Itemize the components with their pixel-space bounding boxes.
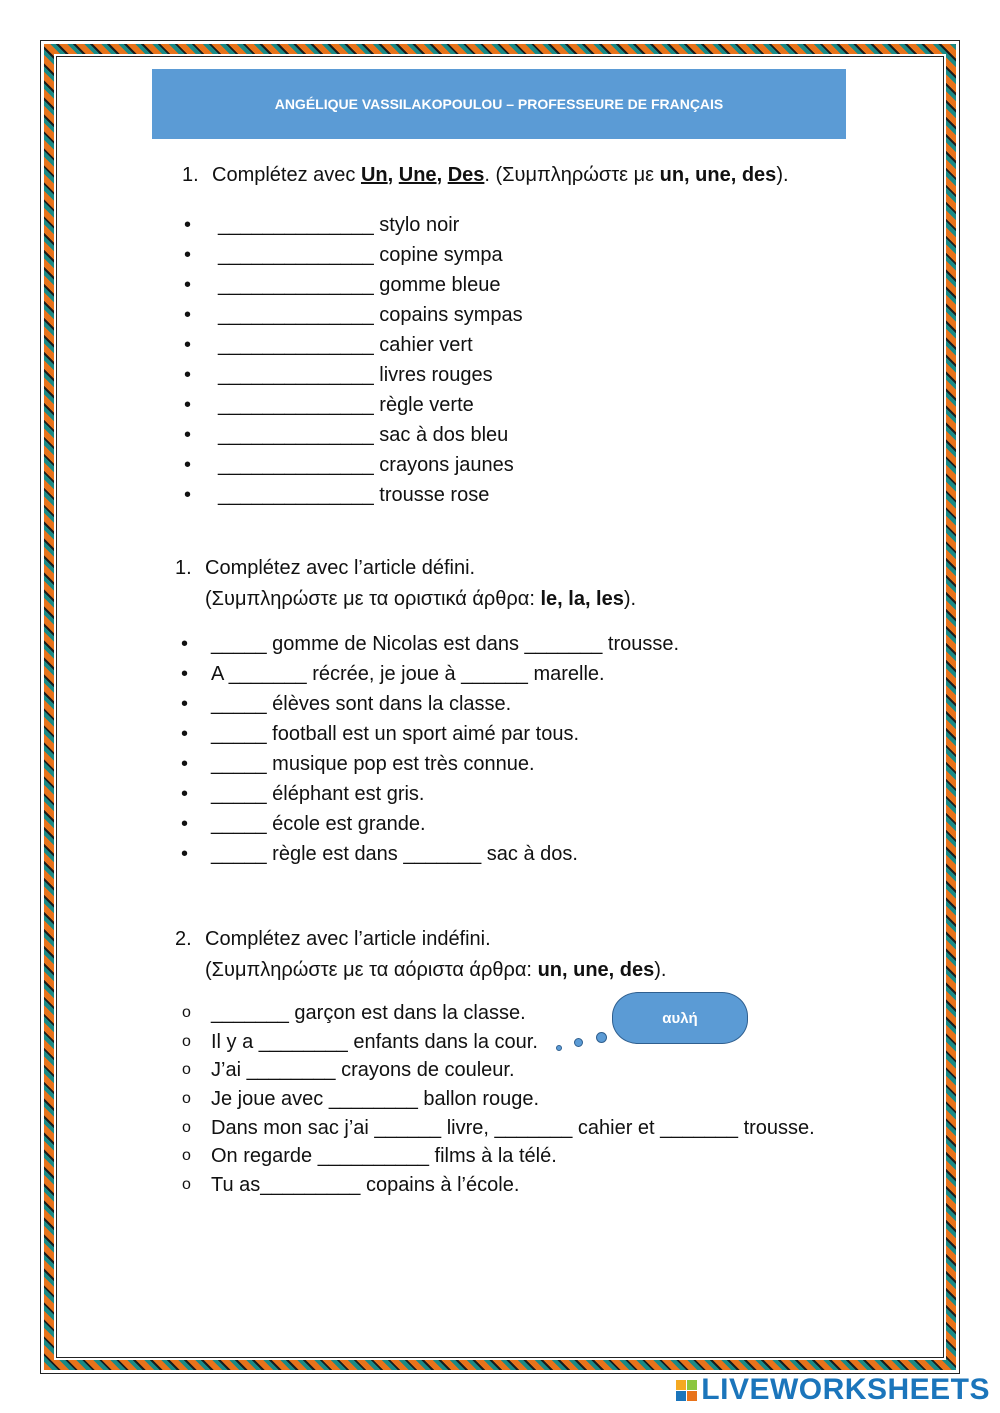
item-text: ______________ règle verte	[218, 394, 474, 416]
item-text: On regarde __________ films à la télé.	[211, 1145, 557, 1168]
bullet-icon: •	[181, 813, 189, 835]
liveworksheets-logo	[676, 1373, 990, 1407]
item-text: ______________ trousse rose	[218, 484, 490, 506]
list-item	[184, 270, 523, 300]
section1-prefix: Complétez avec	[212, 164, 361, 186]
circle-bullet-icon: o	[182, 1176, 191, 1194]
item-text: Dans mon sac j’ai ______ livre, _______ cahier et _______ trousse.	[211, 1116, 815, 1139]
bullet-icon: •	[184, 304, 192, 326]
section2-line2	[175, 588, 636, 611]
bullet-icon: •	[181, 633, 189, 655]
item-text: _____ éléphant est gris.	[211, 783, 425, 805]
bullet-icon: •	[184, 364, 192, 386]
list-item	[181, 749, 679, 779]
cloud-dot-medium	[574, 1038, 583, 1047]
bullet-icon: •	[184, 274, 192, 296]
item-text: ______________ copine sympa	[218, 244, 503, 266]
list-item	[184, 450, 523, 480]
item-text: _____ musique pop est très connue.	[211, 753, 535, 775]
bullet-icon: •	[181, 753, 189, 775]
bullet-icon: •	[184, 484, 192, 506]
item-text: ______________ sac à dos bleu	[218, 424, 509, 446]
list-item	[181, 1142, 815, 1171]
item-text: Je joue avec ________ ballon rouge.	[211, 1088, 540, 1111]
list-item	[184, 330, 523, 360]
section2-line2-end: ).	[623, 588, 637, 610]
logo-text: LIVEWORKSHEETS	[701, 1373, 990, 1406]
section2-line2-bold: le, la, les	[540, 588, 624, 610]
bullet-icon: •	[184, 214, 192, 236]
word-une: Une	[398, 164, 437, 186]
bullet-icon: •	[181, 783, 189, 805]
thought-cloud-text: αυλή	[662, 1009, 698, 1027]
circle-bullet-icon: o	[182, 1090, 191, 1108]
item-text: A _______ récrée, je joue à ______ marelle.	[211, 663, 605, 685]
item-text: _____ règle est dans _______ sac à dos.	[211, 843, 578, 865]
list-item	[181, 1056, 815, 1085]
section2-number: 1.	[175, 557, 192, 579]
header-banner-text: ANGÉLIQUE VASSILAKOPOULOU – PROFESSEURE DE FRANÇAIS	[274, 96, 724, 112]
section1-list	[184, 210, 523, 510]
item-text: _____ gomme de Nicolas est dans _______ trousse.	[211, 633, 680, 655]
list-item	[184, 360, 523, 390]
section1-end: ).	[776, 164, 789, 186]
logo-square	[676, 1380, 686, 1390]
logo-square	[687, 1380, 697, 1390]
section2-title	[175, 557, 636, 611]
item-text: ______________ stylo noir	[218, 214, 460, 236]
section1-title	[182, 164, 789, 187]
list-item	[181, 659, 679, 689]
bullet-icon: •	[181, 693, 189, 715]
list-item	[184, 210, 523, 240]
logo-grid-icon	[676, 1380, 697, 1401]
section1-number: 1.	[182, 164, 199, 186]
item-text: _____ football est un sport aimé par tous.	[211, 723, 580, 745]
item-text: ______________ cahier vert	[218, 334, 473, 356]
section3-line2-bold: un, une, des	[537, 959, 655, 981]
bullet-icon: •	[181, 843, 189, 865]
circle-bullet-icon: o	[182, 1004, 191, 1021]
circle-bullet-icon: o	[182, 1061, 191, 1079]
list-item	[184, 390, 523, 420]
list-item	[181, 839, 679, 869]
item-text: ______________ copains sympas	[218, 304, 523, 326]
section3-line2	[175, 959, 666, 982]
item-text: Tu as_________ copains à l’école.	[211, 1174, 520, 1197]
word-des: Des	[447, 164, 485, 186]
list-item	[184, 300, 523, 330]
circle-bullet-icon: o	[182, 1032, 191, 1050]
list-item	[181, 629, 679, 659]
list-item	[184, 420, 523, 450]
bullet-icon: •	[184, 334, 192, 356]
section3-title	[175, 928, 666, 982]
section3-line2-prefix: (Συμπληρώστε με τα αόριστα άρθρα:	[205, 959, 538, 981]
thought-cloud	[612, 992, 748, 1044]
section2-list	[181, 629, 679, 869]
section2-line1: Complétez avec l’article défini.	[205, 557, 476, 579]
section2-line2-prefix: (Συμπληρώστε με τα οριστικά άρθρα:	[205, 588, 541, 610]
bullet-icon: •	[184, 454, 192, 476]
cloud-dot-small	[556, 1045, 562, 1051]
item-text: ______________ gomme bleue	[218, 274, 501, 296]
sep: ,	[387, 164, 399, 186]
list-item	[181, 1171, 815, 1200]
list-item	[181, 719, 679, 749]
list-item	[181, 689, 679, 719]
circle-bullet-icon: o	[182, 1118, 191, 1136]
bullet-icon: •	[184, 424, 192, 446]
bullet-icon: •	[184, 244, 192, 266]
list-item	[181, 1085, 815, 1114]
bullet-icon: •	[181, 663, 189, 685]
section1-bold: un, une, des	[659, 164, 777, 186]
item-text: _____ école est grande.	[211, 813, 426, 835]
item-text: ______________ crayons jaunes	[218, 454, 514, 476]
section3-line2-end: ).	[654, 959, 667, 981]
cloud-dot-large	[596, 1032, 607, 1043]
logo-square	[687, 1391, 697, 1401]
section1-middle: . (Συμπληρώστε με	[484, 164, 660, 186]
item-text: _______ garçon est dans la classe.	[211, 1002, 526, 1024]
section3-number: 2.	[175, 928, 192, 950]
bullet-icon: •	[184, 394, 192, 416]
circle-bullet-icon: o	[182, 1147, 191, 1165]
list-item	[184, 480, 523, 510]
list-item	[181, 1114, 815, 1143]
item-text: ______________ livres rouges	[218, 364, 493, 386]
item-text: _____ élèves sont dans la classe.	[211, 693, 512, 715]
section3-line1: Complétez avec l’article indéfini.	[205, 928, 491, 950]
word-un: Un	[360, 164, 388, 186]
list-item	[181, 809, 679, 839]
list-item	[181, 779, 679, 809]
bullet-icon: •	[181, 723, 189, 745]
sep: ,	[436, 164, 448, 186]
item-text: Il y a ________ enfants dans la cour.	[211, 1030, 538, 1053]
logo-square	[676, 1391, 686, 1401]
header-banner	[152, 69, 846, 139]
item-text: J’ai ________ crayons de couleur.	[211, 1059, 515, 1082]
list-item	[184, 240, 523, 270]
